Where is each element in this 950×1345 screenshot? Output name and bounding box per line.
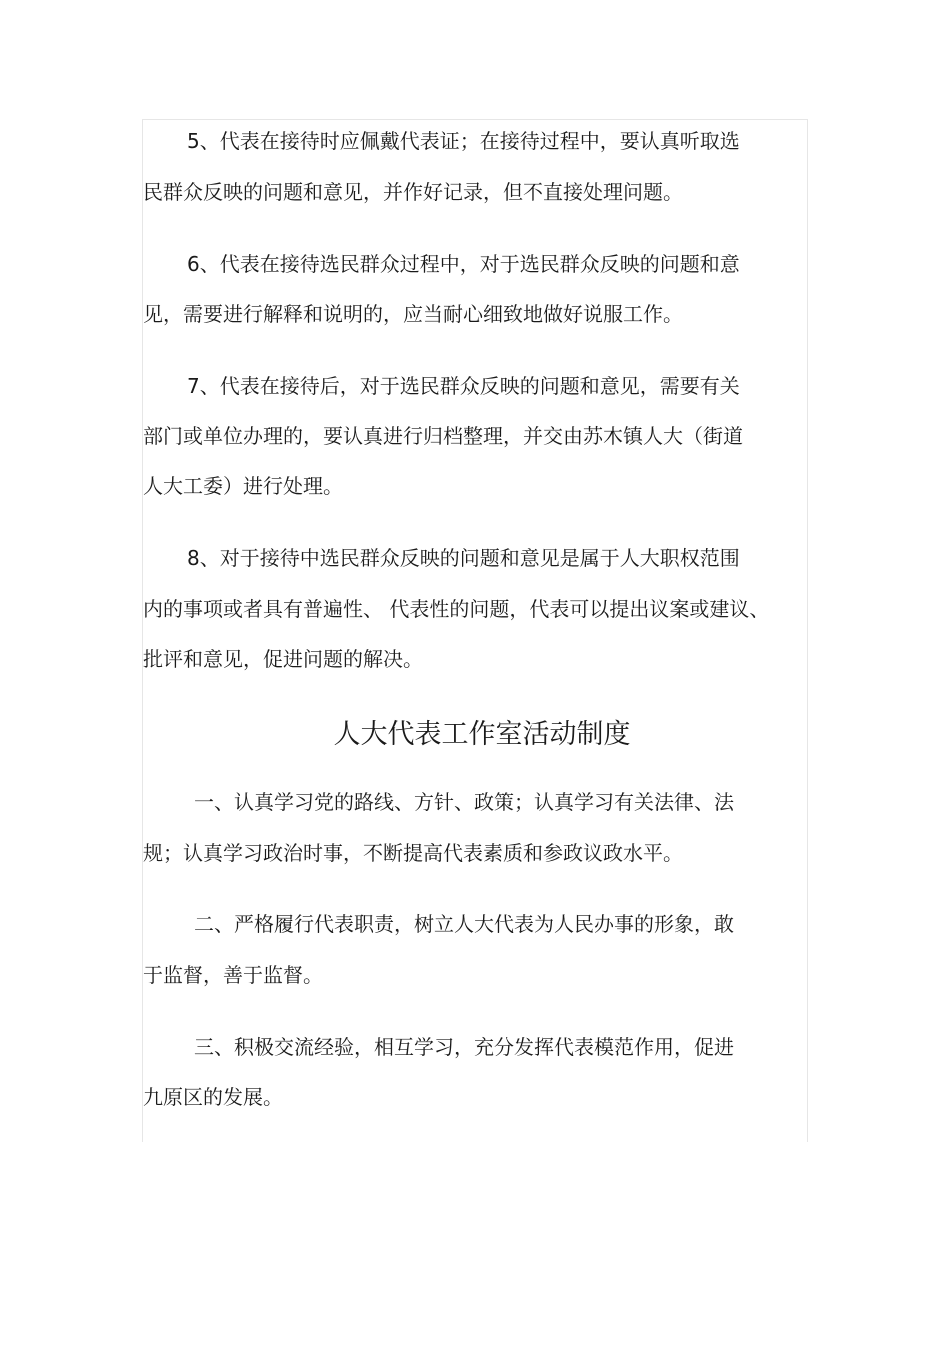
item-5-line-1: 5、代表在接待时应佩戴代表证；在接待过程中，要认真听取选 xyxy=(187,129,740,153)
item-7-line-3: 人大工委）进行处理。 xyxy=(143,474,343,498)
item-7-line-2: 部门或单位办理的，要认真进行归档整理，并交由苏木镇人大（街道 xyxy=(143,424,743,448)
item-6-line-2: 见，需要进行解释和说明的，应当耐心细致地做好说服工作。 xyxy=(143,302,683,326)
rule-1-line-1: 一、认真学习党的路线、方针、政策；认真学习有关法律、法 xyxy=(194,790,734,814)
rule-2-line-1: 二、严格履行代表职责，树立人大代表为人民办事的形象，敢 xyxy=(194,912,734,936)
section-title: 人大代表工作室活动制度 xyxy=(333,719,631,750)
rule-2-line-2: 于监督，善于监督。 xyxy=(143,963,323,987)
item-8-line-1: 8、对于接待中选民群众反映的问题和意见是属于人大职权范围 xyxy=(187,546,740,570)
item-6-line-1: 6、代表在接待选民群众过程中，对于选民群众反映的问题和意 xyxy=(187,252,740,276)
item-8-line-3: 批评和意见，促进问题的解决。 xyxy=(143,647,423,671)
rule-1-line-2: 规；认真学习政治时事，不断提高代表素质和参政议政水平。 xyxy=(143,841,683,865)
rule-3-line-2: 九原区的发展。 xyxy=(143,1085,283,1109)
item-8-line-2: 内的事项或者具有普遍性、 代表性的问题，代表可以提出议案或建议、 xyxy=(143,597,770,621)
rule-3-line-1: 三、积极交流经验，相互学习，充分发挥代表模范作用，促进 xyxy=(194,1035,734,1059)
item-7-line-1: 7、代表在接待后，对于选民群众反映的问题和意见，需要有关 xyxy=(187,374,740,398)
item-5-line-2: 民群众反映的问题和意见，并作好记录，但不直接处理问题。 xyxy=(143,180,683,204)
